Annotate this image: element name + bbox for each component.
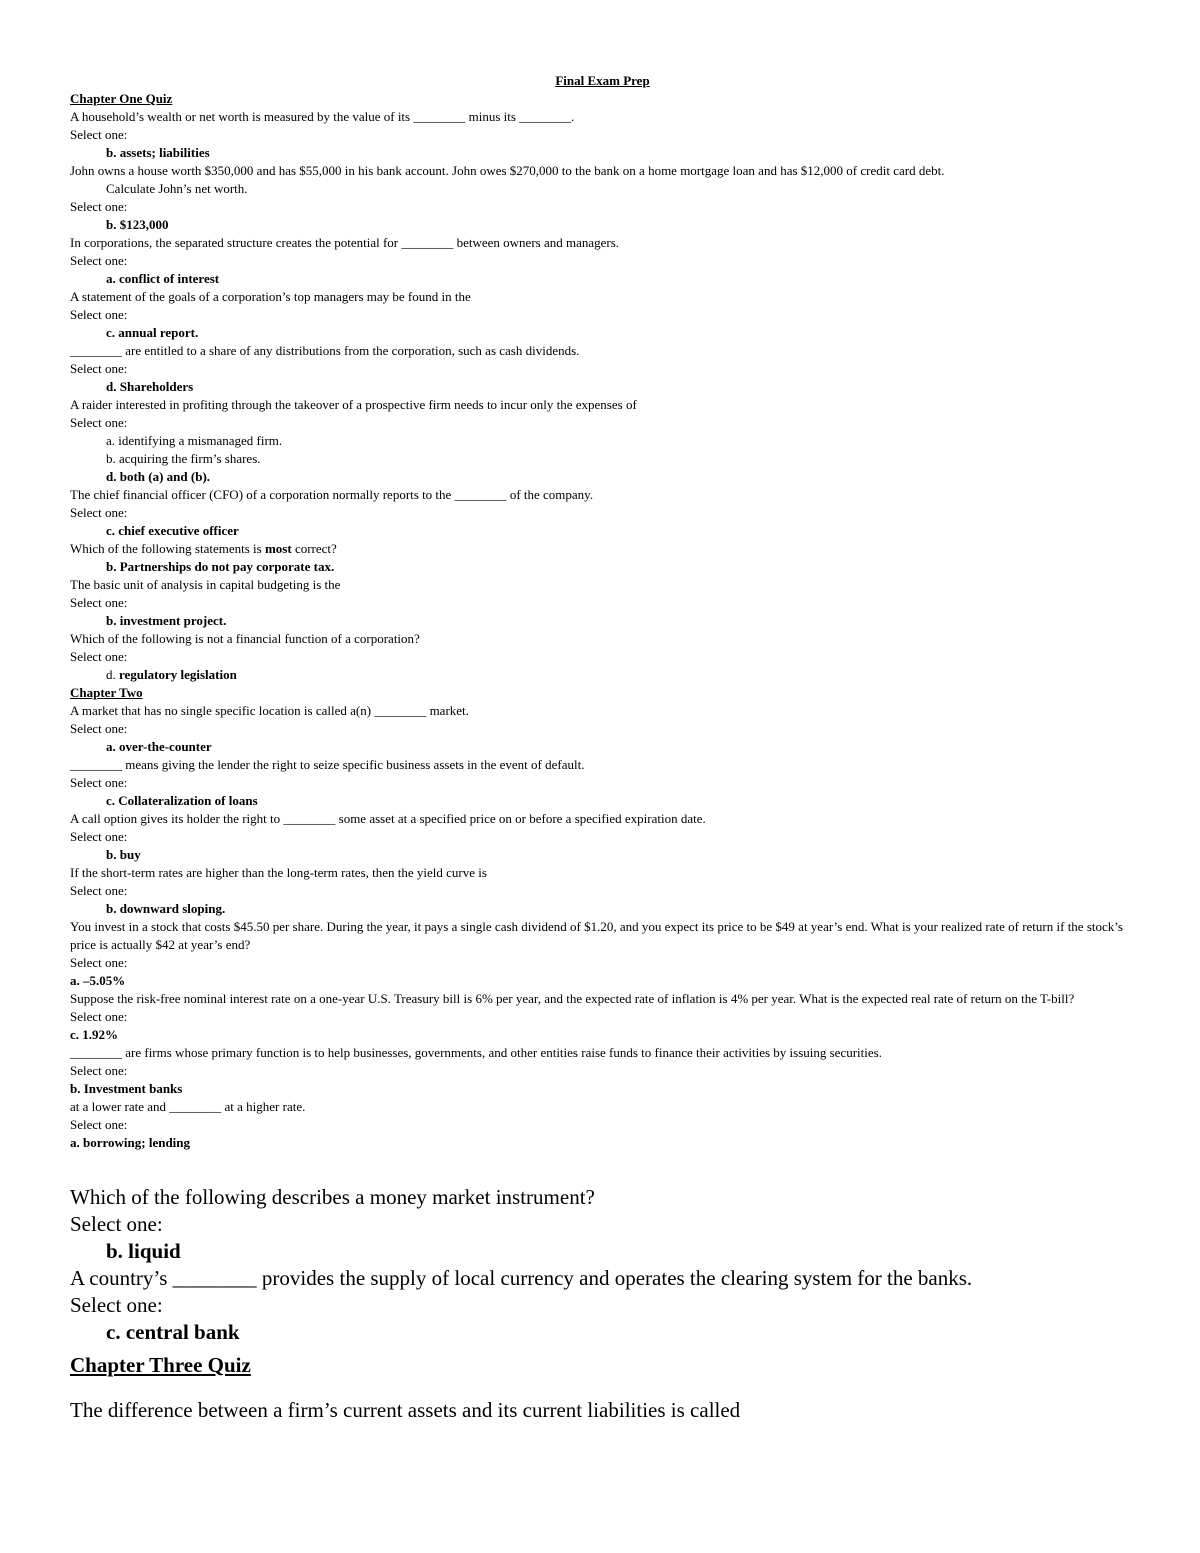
select-one-label: Select one: xyxy=(70,505,128,520)
answer-option: a. over-the-counter xyxy=(106,739,212,754)
chapter-heading: Chapter Three Quiz xyxy=(70,1353,251,1377)
answer-option: c. chief executive officer xyxy=(106,523,239,538)
select-one-label: Select one: xyxy=(70,127,128,142)
question-text: In corporations, the separated structure creates the potential for ________ between owners and managers. xyxy=(70,235,620,250)
answer-option: a. conflict of interest xyxy=(106,271,220,286)
answer-option: c. 1.92% xyxy=(70,1027,119,1042)
select-one-label: Select one: xyxy=(70,883,128,898)
question-text: Suppose the risk-free nominal interest rate on a one-year U.S. Treasury bill is 6% per year, and the expected rate of inflation is 4% per year. What is the expected real rate of return on the T-bill? xyxy=(70,991,1075,1006)
select-one-label: Select one: xyxy=(70,1293,163,1317)
select-one-label: Select one: xyxy=(70,955,128,970)
answer-option: d. Shareholders xyxy=(106,379,194,394)
document-title: Final Exam Prep xyxy=(555,73,650,88)
question-text: Which of the following statements is most correct? xyxy=(70,541,337,556)
select-one-label: Select one: xyxy=(70,307,128,322)
question-text: A statement of the goals of a corporation’s top managers may be found in the xyxy=(70,289,471,304)
chapter-heading: Chapter One Quiz xyxy=(70,91,173,106)
select-one-label: Select one: xyxy=(70,829,128,844)
answer-option: c. annual report. xyxy=(106,325,199,340)
question-text: ________ means giving the lender the right to seize specific business assets in the event of default. xyxy=(70,757,585,772)
answer-option: a. –5.05% xyxy=(70,973,126,988)
answer-option: a. borrowing; lending xyxy=(70,1135,191,1150)
select-one-label: Select one: xyxy=(70,721,128,736)
spacer xyxy=(70,1379,1135,1397)
select-one-label: Select one: xyxy=(70,1063,128,1078)
answer-option: b. downward sloping. xyxy=(106,901,226,916)
select-one-label: Select one: xyxy=(70,415,128,430)
select-one-label: Select one: xyxy=(70,253,128,268)
question-text: Which of the following describes a money market instrument? xyxy=(70,1185,595,1209)
question-text: at a lower rate and ________ at a higher rate. xyxy=(70,1099,306,1114)
question-text: The chief financial officer (CFO) of a corporation normally reports to the ________ of the company. xyxy=(70,487,594,502)
question-text: The difference between a firm’s current assets and its current liabilities is called xyxy=(70,1398,741,1422)
question-text: ________ are entitled to a share of any distributions from the corporation, such as cash dividends. xyxy=(70,343,580,358)
answer-option: b. investment project. xyxy=(106,613,227,628)
select-one-label: Select one: xyxy=(70,1009,128,1024)
select-one-label: Select one: xyxy=(70,595,128,610)
question-text: ________ are firms whose primary function is to help businesses, governments, and other entities raise funds to finance their activities by issuing securities. xyxy=(70,1045,882,1060)
question-text: A household’s wealth or net worth is measured by the value of its ________ minus its ________. xyxy=(70,109,575,124)
document-page xyxy=(70,72,1135,1424)
question-text: A country’s ________ provides the supply of local currency and operates the clearing system for the banks. xyxy=(70,1266,973,1290)
question-text: If the short-term rates are higher than the long-term rates, then the yield curve is xyxy=(70,865,487,880)
select-one-label: Select one: xyxy=(70,775,128,790)
question-text: A raider interested in profiting through the takeover of a prospective firm needs to incur only the expenses of xyxy=(70,397,637,412)
select-one-label: Select one: xyxy=(70,649,128,664)
answer-option: a. identifying a mismanaged firm. xyxy=(106,433,283,448)
answer-option: c. Collateralization of loans xyxy=(106,793,258,808)
select-one-label: Select one: xyxy=(70,199,128,214)
answer-option: b. Partnerships do not pay corporate tax. xyxy=(106,559,335,574)
answer-option: d. both (a) and (b). xyxy=(106,469,211,484)
answer-option: c. central bank xyxy=(106,1320,240,1344)
question-text: The basic unit of analysis in capital budgeting is the xyxy=(70,577,341,592)
select-one-label: Select one: xyxy=(70,1212,163,1236)
answer-option: b. Investment banks xyxy=(70,1081,183,1096)
answer-option: b. buy xyxy=(106,847,141,862)
answer-option: b. acquiring the firm’s shares. xyxy=(106,451,261,466)
question-text: You invest in a stock that costs $45.50 per share. During the year, it pays a single cash dividend of $1.20, and you expect its price to be $49 at year’s end. What is your realized rate of return if the stock’s price is actually $42 at year’s end? xyxy=(70,919,1123,952)
answer-option: b. liquid xyxy=(106,1239,181,1263)
question-text: Which of the following is not a financial function of a corporation? xyxy=(70,631,420,646)
select-one-label: Select one: xyxy=(70,1117,128,1132)
quiz-section-small xyxy=(70,90,1135,1152)
answer-option: b. assets; liabilities xyxy=(106,145,210,160)
answer-option: b. $123,000 xyxy=(106,217,169,232)
question-text: A call option gives its holder the right to ________ some asset at a specified price on or before a specified expiration date. xyxy=(70,811,706,826)
question-text: A market that has no single specific location is called a(n) ________ market. xyxy=(70,703,469,718)
chapter-heading: Chapter Two xyxy=(70,685,143,700)
question-text: John owns a house worth $350,000 and has $55,000 in his bank account. John owes $270,000 to the bank on a home mortgage loan and has $12,000 of credit card debt. Calculate John’s net worth. xyxy=(70,163,945,196)
select-one-label: Select one: xyxy=(70,361,128,376)
quiz-section-large xyxy=(70,1184,1135,1424)
answer-option: d. regulatory legislation xyxy=(106,667,237,682)
